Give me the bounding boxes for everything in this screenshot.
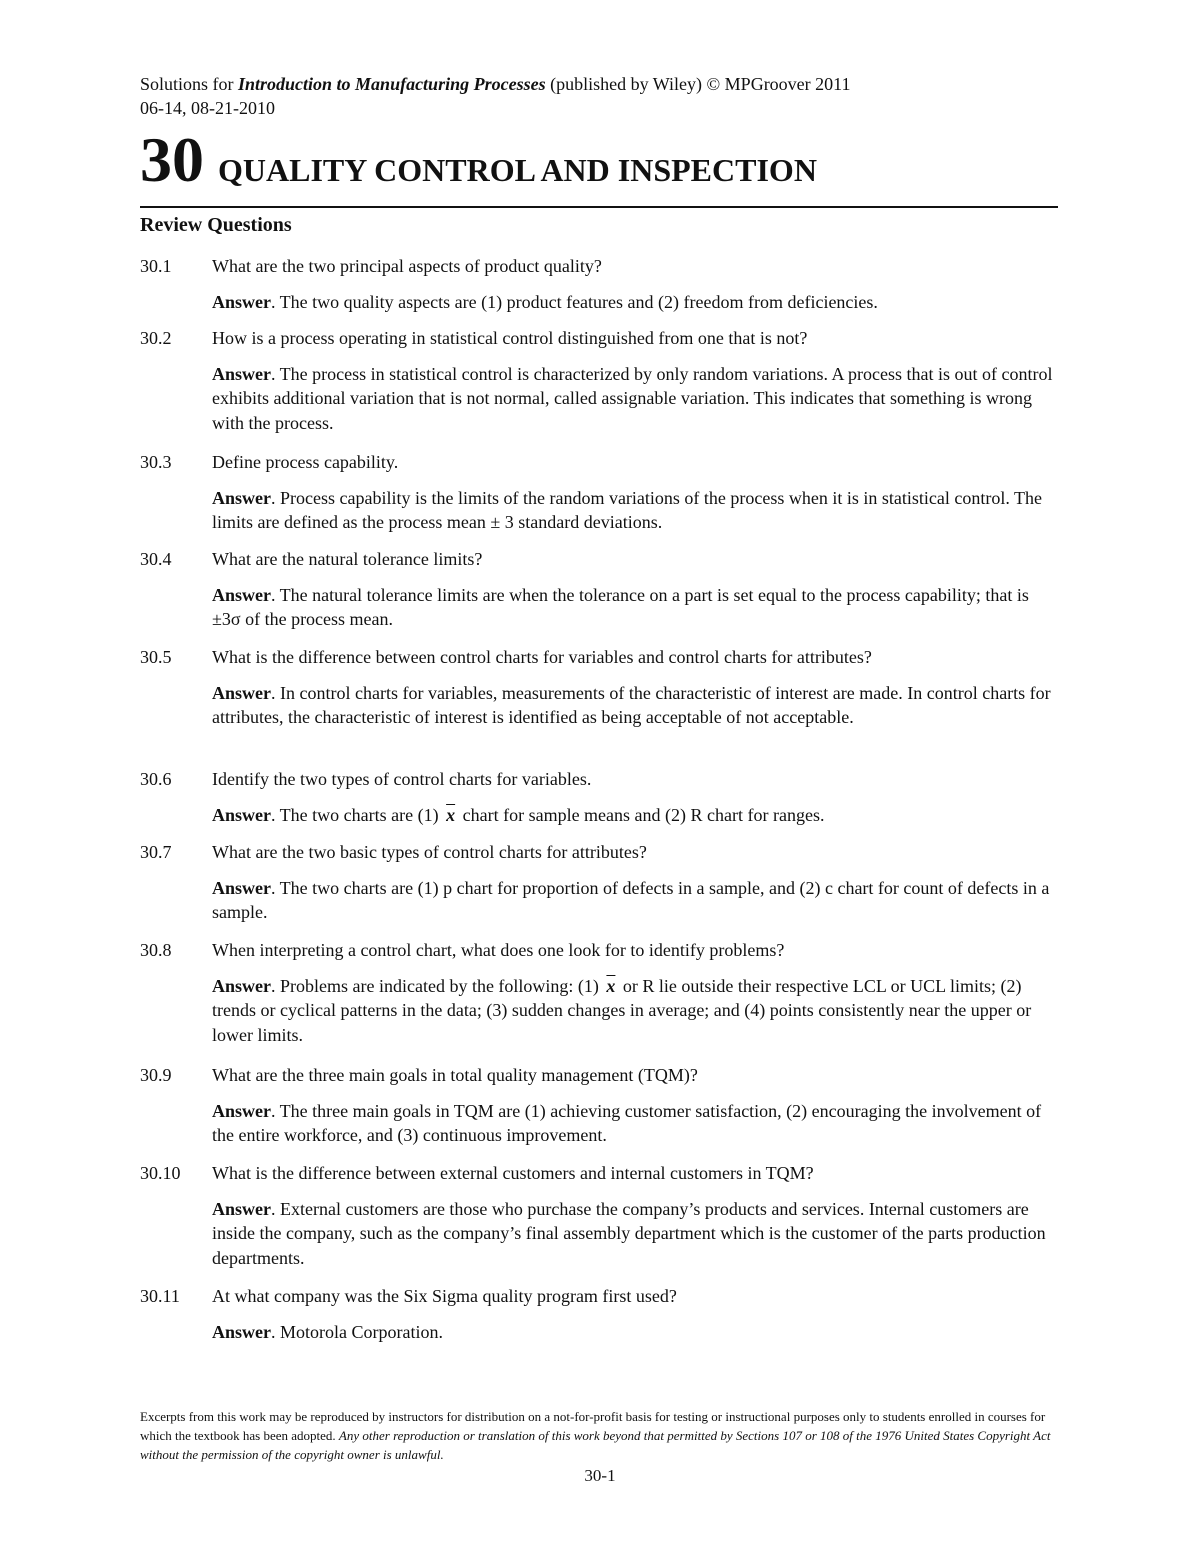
header-date: 06-14, 08-21-2010 xyxy=(140,98,275,118)
question-number: 30.3 xyxy=(140,452,172,472)
qa-item xyxy=(140,1063,1060,1148)
answer-text: Answer. Problems are indicated by the following: (1) $\overline{x}$ or R lie outside their respective LCL or UCL limits; (2) trends or cyclical patterns in the data; (3) sudden changes in average; and (4) points consistently near the upper or lower limits. xyxy=(212,976,1032,1045)
question-text: What are the three main goals in total quality management (TQM)? xyxy=(212,1065,698,1085)
question-number: 30.1 xyxy=(140,256,172,276)
answer-label: Answer xyxy=(212,805,271,825)
qa-item xyxy=(140,1161,1060,1270)
answer-text: Answer. The two quality aspects are (1) product features and (2) freedom from deficiencies. xyxy=(212,292,878,312)
answer-text: Answer. Process capability is the limits of the random variations of the process when it is in statistical control. The limits are defined as the process mean ± 3 standard deviations. xyxy=(212,488,1043,533)
chapter-number: 30 xyxy=(140,124,204,195)
question-text: How is a process operating in statistical control distinguished from one that is not? xyxy=(212,328,808,348)
x-bar-symbol: $\overline{x}$ xyxy=(606,976,616,996)
answer-text: Answer. External customers are those who purchase the company’s products and services. Internal customers are inside the company, such as the company’s final assembly department which is the customer of the parts production departments. xyxy=(212,1199,1046,1268)
qa-item xyxy=(140,326,1060,435)
answer-label: Answer xyxy=(212,1199,271,1219)
answer-label: Answer xyxy=(212,292,271,312)
header-line: Solutions for Introduction to Manufacturing Processes (published by Wiley) © MPGroover 2011 xyxy=(140,74,851,94)
question-number: 30.4 xyxy=(140,549,172,569)
copyright-notice: Excerpts from this work may be reproduced by instructors for distribution on a not-for-profit basis for testing or instructional purposes only to students enrolled in courses for which the textbook has been adopted. Any other reproduction or translation of this work beyond that permitted by Sections 107 or 108 of the 1976 United States Copyright Act without the permission of the copyright owner is unlawful. xyxy=(140,1409,1051,1462)
answer-label: Answer xyxy=(212,488,271,508)
question-text: When interpreting a control chart, what does one look for to identify problems? xyxy=(212,940,785,960)
page-number: 30-1 xyxy=(584,1466,616,1485)
question-number: 30.6 xyxy=(140,769,172,789)
qa-item xyxy=(140,1284,1060,1344)
answer-label: Answer xyxy=(212,1322,271,1342)
answer-text: Answer. The process in statistical control is characterized by only random variations. A process that is out of control exhibits additional variation that is not normal, called assignable variation. This indicates that something is wrong with the process. xyxy=(212,364,1053,433)
heading-rule xyxy=(140,206,1058,208)
qa-item xyxy=(140,547,1060,632)
chapter-title: QUALITY CONTROL AND INSPECTION xyxy=(218,152,817,188)
answer-text: Answer. The two charts are (1) p chart for proportion of defects in a sample, and (2) c chart for count of defects in a sample. xyxy=(212,878,1050,923)
running-header xyxy=(140,72,851,120)
question-text: Identify the two types of control charts for variables. xyxy=(212,769,592,789)
qa-item xyxy=(140,645,1060,730)
answer-label: Answer xyxy=(212,1101,271,1121)
answer-label: Answer xyxy=(212,878,271,898)
question-text: What is the difference between control charts for variables and control charts for attributes? xyxy=(212,647,872,667)
answer-label: Answer xyxy=(212,976,271,996)
question-text: What are the two principal aspects of product quality? xyxy=(212,256,602,276)
qa-item xyxy=(140,938,1060,1047)
question-number: 30.2 xyxy=(140,328,172,348)
answer-text: Answer. In control charts for variables, measurements of the characteristic of interest are made. In control charts for attributes, the characteristic of interest is identified as being acceptable of not acceptable. xyxy=(212,683,1051,728)
question-number: 30.8 xyxy=(140,940,172,960)
answer-label: Answer xyxy=(212,683,271,703)
copyright-notice-italic: Any other reproduction or translation of this work beyond that permitted by Sections 107 or 108 of the 1976 United States Copyright Act without the permission of the copyright owner is unlawful. xyxy=(140,1428,1051,1462)
answer-text: Answer. The three main goals in TQM are (1) achieving customer satisfaction, (2) encouraging the involvement of the entire workforce, and (3) continuous improvement. xyxy=(212,1101,1042,1146)
answer-label: Answer xyxy=(212,364,271,384)
qa-item xyxy=(140,767,1060,827)
question-text: Define process capability. xyxy=(212,452,399,472)
question-text: At what company was the Six Sigma quality program first used? xyxy=(212,1286,677,1306)
question-number: 30.11 xyxy=(140,1286,180,1306)
qa-item xyxy=(140,254,1060,314)
x-bar-symbol: $\overline{x}$ xyxy=(446,805,456,825)
question-text: What are the natural tolerance limits? xyxy=(212,549,483,569)
question-number: 30.10 xyxy=(140,1163,181,1183)
qa-item xyxy=(140,450,1060,535)
qa-item xyxy=(140,840,1060,925)
answer-text: Answer. Motorola Corporation. xyxy=(212,1322,443,1342)
book-title: Introduction to Manufacturing Processes xyxy=(238,74,546,94)
answer-label: Answer xyxy=(212,585,271,605)
answer-text: Answer. The two charts are (1) $\overline{x}$ chart for sample means and (2) R chart for ranges. xyxy=(212,805,825,825)
question-text: What is the difference between external customers and internal customers in TQM? xyxy=(212,1163,814,1183)
question-number: 30.7 xyxy=(140,842,172,862)
chapter-heading xyxy=(140,124,817,195)
question-number: 30.9 xyxy=(140,1065,172,1085)
question-text: What are the two basic types of control charts for attributes? xyxy=(212,842,647,862)
question-number: 30.5 xyxy=(140,647,172,667)
section-heading: Review Questions xyxy=(140,214,292,236)
answer-text: Answer. The natural tolerance limits are when the tolerance on a part is set equal to the process capability; that is ±3σ of the process mean. xyxy=(212,585,1029,630)
